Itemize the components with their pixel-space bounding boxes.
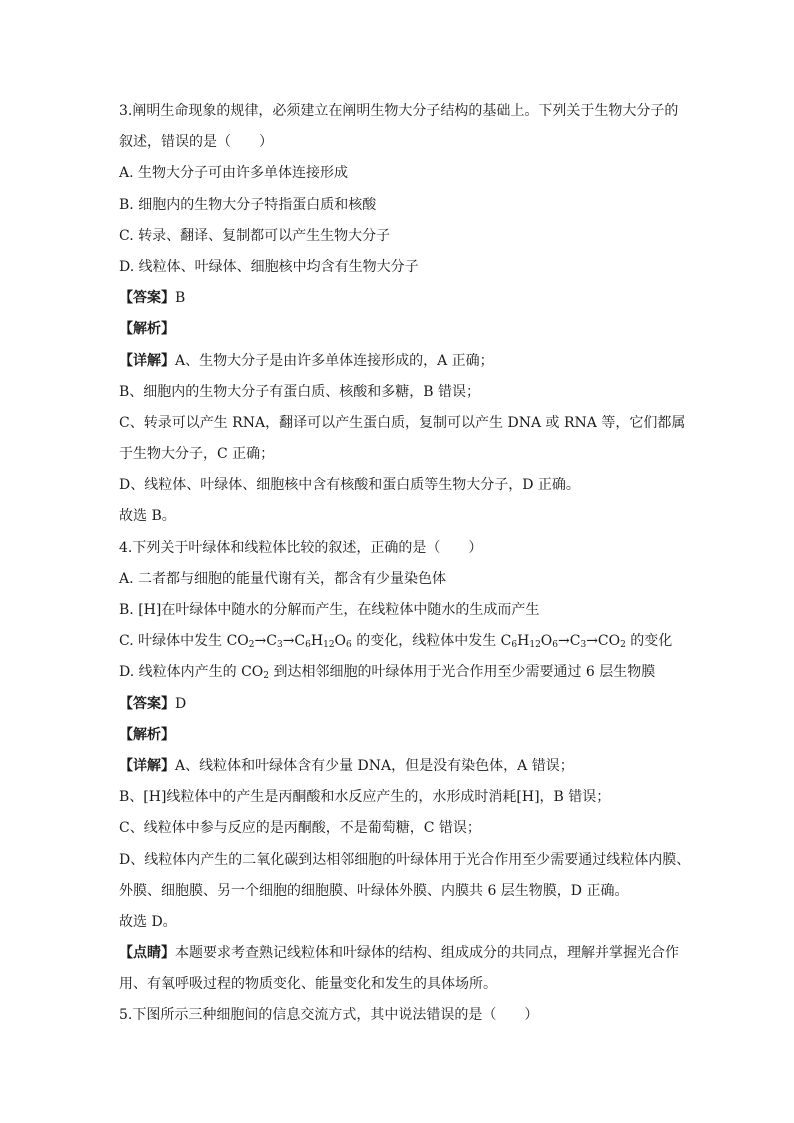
q3-stem-line2: 叙述，错误的是（ ） bbox=[119, 134, 273, 151]
detail-text: A、线粒体和叶绿体含有少量 DNA，但是没有染色体，A 错误； bbox=[175, 757, 574, 774]
q3-detail-c1: C、转录可以产生 RNA，翻译可以产生蛋白质，复制可以产生 DNA 或 RNA 等，它们都属 bbox=[119, 414, 686, 431]
q5-stem: 5.下图所示三种细胞间的信息交流方式，其中说法错误的是（ ） bbox=[119, 1007, 539, 1024]
q3-conclusion: 故选 B。 bbox=[119, 508, 176, 525]
answer-tag: 【答案】 bbox=[119, 695, 175, 712]
q3-option-d: D. 线粒体、叶绿体、细胞核中均含有生物大分子 bbox=[119, 258, 419, 275]
q4-detail-c: C、线粒体中参与反应的是丙酮酸，不是葡萄糖，C 错误； bbox=[119, 820, 481, 837]
detail-tag: 【详解】 bbox=[119, 757, 175, 774]
detail-text: A、生物大分子是由许多单体连接形成的，A 正确； bbox=[175, 352, 494, 369]
q4-conclusion: 故选 D。 bbox=[119, 913, 177, 930]
q3-option-a: A. 生物大分子可由许多单体连接形成 bbox=[119, 165, 349, 182]
q3-detail-b: B、细胞内的生物大分子有蛋白质、核酸和多糖，B 错误； bbox=[119, 383, 481, 400]
answer-tag: 【答案】 bbox=[119, 290, 175, 307]
note-text: 本题要求考查熟记线粒体和叶绿体的结构、组成成分的共同点，理解并掌握光合作 bbox=[175, 945, 679, 962]
document-page bbox=[119, 96, 689, 1032]
answer-value: B bbox=[175, 290, 186, 307]
q4-detail-b: B、[H]线粒体中的产生是丙酮酸和水反应产生的，水形成时消耗[H]，B 错误； bbox=[119, 789, 611, 806]
q4-note-line1 bbox=[119, 938, 689, 969]
analysis-tag: 【解析】 bbox=[119, 321, 175, 338]
q4-detail-d1: D、线粒体内产生的二氧化碳到达相邻细胞的叶绿体用于光合作用至少需要通过线粒体内膜、 bbox=[119, 851, 691, 868]
q4-detail-a bbox=[119, 751, 689, 782]
q4-option-a: A. 二者都与细胞的能量代谢有关，都含有少量染色体 bbox=[119, 570, 447, 587]
q4-option-c: C. 叶绿体中发生 $CO_2\to C_3\to C_6H_{12}O_6$ 的变化，线粒体中发生 $C_6H_{12}O_6\to C_3\to CO_2$ 的变化 bbox=[119, 633, 673, 651]
q3-detail-d: D、线粒体、叶绿体、细胞核中含有核酸和蛋白质等生物大分子，D 正确。 bbox=[119, 477, 580, 494]
q3-answer bbox=[119, 283, 689, 314]
q4-stem: 4.下列关于叶绿体和线粒体比较的叙述，正确的是（ ） bbox=[119, 539, 483, 556]
note-tag: 【点睛】 bbox=[119, 945, 175, 962]
q3-option-b: B. 细胞内的生物大分子特指蛋白质和核酸 bbox=[119, 196, 377, 213]
q4-option-b: B. [H]在叶绿体中随水的分解而产生，在线粒体中随水的生成而产生 bbox=[119, 602, 540, 618]
q3-option-c: C. 转录、翻译、复制都可以产生生物大分子 bbox=[119, 227, 391, 244]
q3-detail-a bbox=[119, 346, 689, 377]
q4-answer bbox=[119, 689, 689, 720]
q4-analysis bbox=[119, 720, 689, 751]
q3-analysis bbox=[119, 314, 689, 345]
analysis-tag: 【解析】 bbox=[119, 726, 175, 743]
detail-tag: 【详解】 bbox=[119, 352, 175, 369]
q3-detail-c2: 于生物大分子，C 正确； bbox=[119, 446, 275, 463]
answer-value: D bbox=[175, 695, 187, 712]
q4-note-line2: 用、有氧呼吸过程的物质变化、能量变化和发生的具体场所。 bbox=[119, 976, 497, 993]
q4-detail-d2: 外膜、细胞膜、另一个细胞的细胞膜、叶绿体外膜、内膜共 6 层生物膜，D 正确。 bbox=[119, 882, 629, 899]
q3-stem-line1: 3.阐明生命现象的规律，必须建立在阐明生物大分子结构的基础上。下列关于生物大分子的 bbox=[119, 103, 679, 119]
q4-option-d: D. 线粒体内产生的 $CO_2$ 到达相邻细胞的叶绿体用于光合作用至少需要通过 6 层生物膜 bbox=[119, 664, 656, 682]
